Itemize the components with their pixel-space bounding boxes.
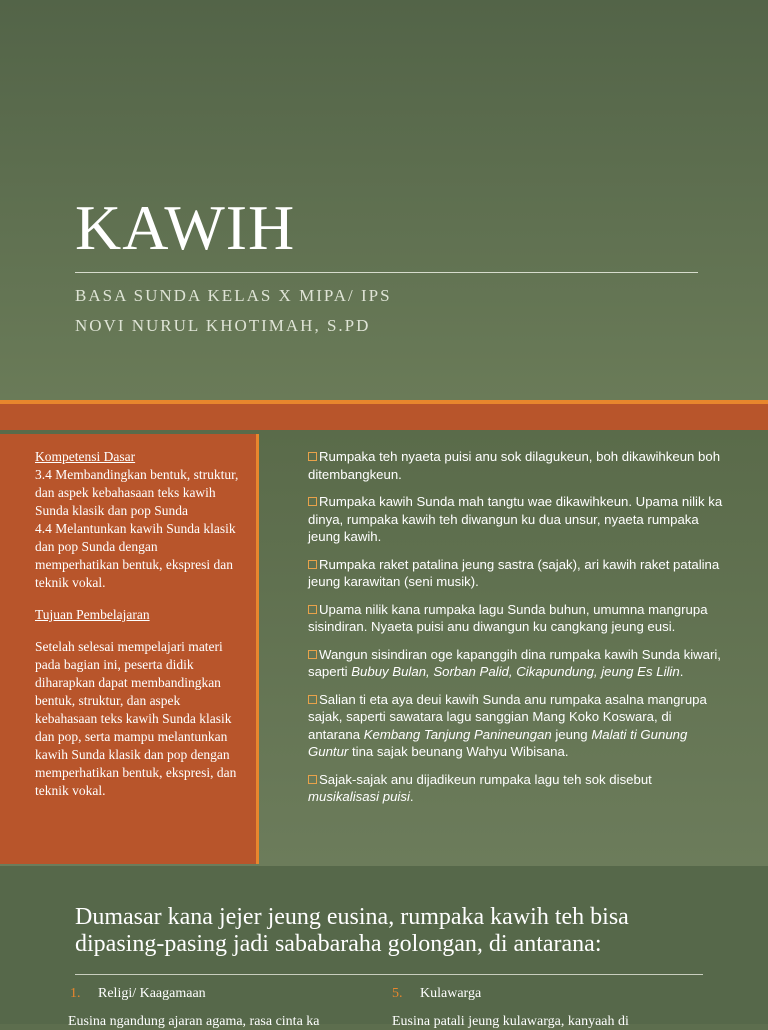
bullet-list [303, 448, 723, 816]
kd-4-4: 4.4 Melantunkan kawih Sunda klasik dan pop Sunda dengan memperhatikan bentuk, ekspresi dan teknik vokal. [35, 521, 236, 590]
intro-divider [75, 974, 703, 975]
category-label: Kulawarga [420, 986, 482, 1001]
bullet-item: Rumpaka teh nyaeta puisi anu sok dilagukeun, boh dikawihkeun boh ditembangkeun. [308, 449, 721, 482]
bullet-item: Rumpaka raket patalina jeung sastra (sajak), ari kawih raket patalina jeung karawitan (seni musik). [308, 556, 720, 589]
slide-subtitle-author: NOVI NURUL KHOTIMAH, S.PD [75, 316, 371, 335]
category-label: Religi/ Kaagamaan [98, 986, 206, 1001]
checkbox-bullet-icon [308, 560, 317, 569]
checkbox-bullet-icon [308, 650, 317, 659]
panel-accent-line [256, 434, 259, 864]
category-description: Eusina ngandung ajaran agama, rasa cinta ka [68, 1014, 320, 1029]
categories-intro: Dumasar kana jejer jeung eusina, rumpaka kawih teh bisa dipasing-pasing jadi sababaraha golongan, di antarana: [75, 904, 629, 957]
bullet-item: Salian ti eta aya deui kawih Sunda anu rumpaka asalna mangrupa sajak, saperti sawatara lagu sanggian Mang Koko Koswara, di antarana Kembang Tanjung Panineungan jeung Malati ti Gunung Guntur tina sajak beunang Wahyu Wibisana. [308, 691, 707, 759]
content-slide [0, 430, 768, 866]
bullet-item: Rumpaka kawih Sunda mah tangtu wae dikawihkeun. Upama nilik ka dinya, rumpaka kawih teh diwangun ku dua unsur, nyaeta rumpaka jeung kawih. [308, 494, 723, 544]
title-divider [75, 272, 698, 273]
checkbox-bullet-icon [308, 452, 317, 461]
category-item-religi [70, 986, 206, 1002]
checkbox-bullet-icon [308, 497, 317, 506]
checkbox-bullet-icon [308, 695, 317, 704]
slide-subtitle-class: BASA SUNDA KELAS X MIPA/ IPS [75, 286, 392, 305]
checkbox-bullet-icon [308, 775, 317, 784]
category-description: Eusina patali jeung kulawarga, kanyaah di [392, 1014, 629, 1029]
category-item-kulawarga [392, 986, 481, 1002]
category-number: 1. [70, 986, 81, 1001]
tp-text: Setelah selesai mempelajari materi pada bagian ini, peserta didik diharapkan dapat membandingkan bentuk, struktur, dan aspek kebahasaan teks kawih Sunda klasik dan pop, serta mampu melantunkan kawih Sunda klasik dan pop dengan memperhatikan bentuk, ekspresi, dan teknik vokal. [35, 639, 237, 798]
title-slide [0, 0, 768, 400]
slide-separator-band [0, 404, 768, 430]
bullet-item: Upama nilik kana rumpaka lagu Sunda buhun, umumna mangrupa sisindiran. Nyaeta puisi anu diwangun ku cangkang jeung eusi. [308, 601, 708, 634]
bullet-item: Wangun sisindiran oge kapanggih dina rumpaka kawih Sunda kiwari, saperti Bubuy Bulan, Sorban Palid, Cikapundung, jeung Es Lilin. [308, 646, 721, 679]
categories-slide [0, 866, 768, 1029]
kd-heading: Kompetensi Dasar [35, 449, 136, 464]
category-number: 5. [392, 986, 403, 1001]
kd-3-4: 3.4 Membandingkan bentuk, struktur, dan aspek kebahasaan teks kawih Sunda klasik dan pop Sunda [35, 467, 239, 518]
bullet-item: Sajak-sajak anu dijadikeun rumpaka lagu teh sok disebut musikalisasi puisi. [308, 771, 652, 804]
checkbox-bullet-icon [308, 605, 317, 614]
slide-title: KAWIH [75, 192, 296, 263]
tp-heading: Tujuan Pembelajaran [35, 607, 150, 622]
competency-text [35, 448, 240, 800]
